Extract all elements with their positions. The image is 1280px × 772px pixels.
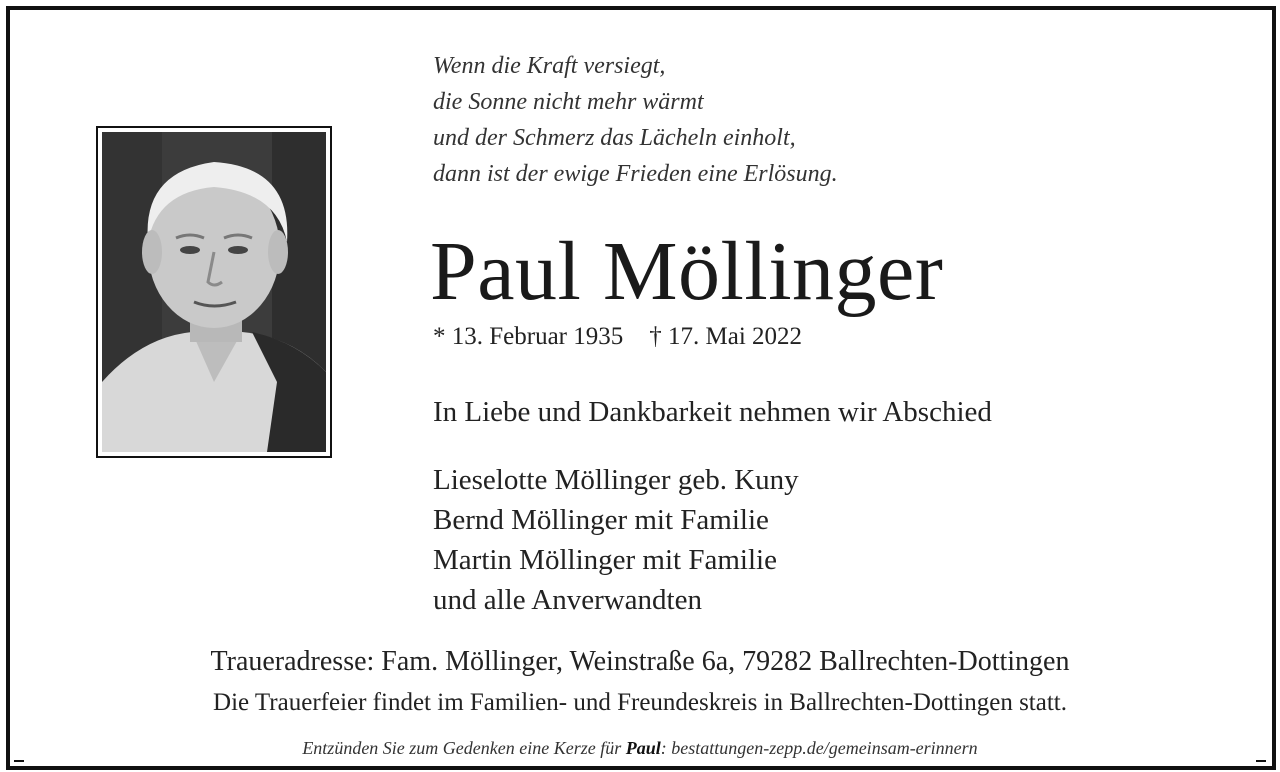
mourning-address: Traueradresse: Fam. Möllinger, Weinstraße 6a, 79282 Ballrechten-Dottingen	[210, 646, 1070, 677]
poem-line: dann ist der ewige Frieden eine Erlösung.	[433, 161, 838, 187]
family-member: und alle Anverwandten	[433, 584, 702, 616]
ceremony-note: Die Trauerfeier findet im Familien- und Freundeskreis in Ballrechten-Dottingen statt.	[213, 689, 1067, 716]
portrait-frame	[96, 126, 332, 458]
family-member: Martin Möllinger mit Familie	[433, 544, 777, 576]
candle-name: Paul	[625, 738, 661, 758]
candle-note	[0, 734, 1280, 762]
poem-line: und der Schmerz das Lächeln einholt,	[433, 125, 796, 151]
family-list	[433, 460, 799, 620]
deceased-name: Paul Möllinger	[430, 225, 944, 318]
birth-date: * 13. Februar 1935	[433, 323, 624, 350]
life-dates	[433, 320, 802, 354]
poem	[433, 48, 838, 192]
portrait-photo	[102, 132, 326, 452]
poem-line: die Sonne nicht mehr wärmt	[433, 89, 704, 115]
portrait-illustration	[102, 132, 326, 452]
poem-line: Wenn die Kraft versiegt,	[433, 53, 666, 79]
candle-link[interactable]: : bestattungen-zepp.de/gemeinsam-erinnern	[660, 738, 978, 758]
family-member: Lieselotte Möllinger geb. Kuny	[433, 464, 799, 496]
death-date: † 17. Mai 2022	[649, 323, 803, 350]
candle-prefix: Entzünden Sie zum Gedenken eine Kerze für	[302, 738, 626, 758]
family-member: Bernd Möllinger mit Familie	[433, 504, 769, 536]
farewell-text: In Liebe und Dankbarkeit nehmen wir Abschied	[433, 396, 992, 428]
